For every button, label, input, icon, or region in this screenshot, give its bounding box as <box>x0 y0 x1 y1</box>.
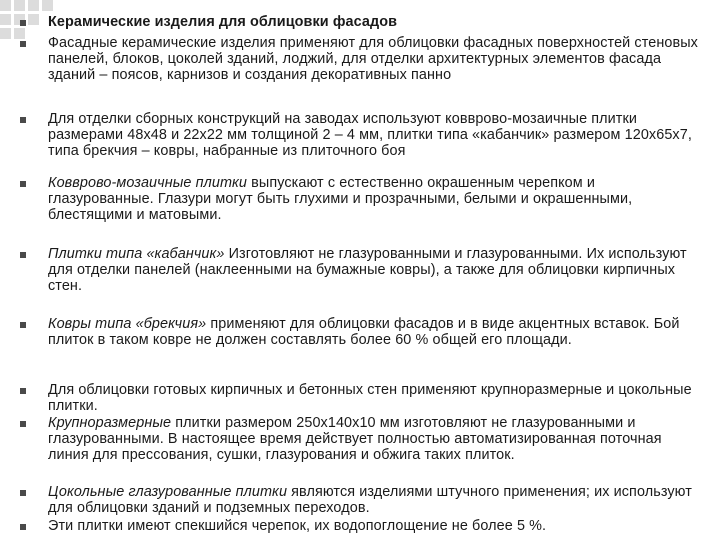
paragraph-breccia-carpets: Ковры типа «брекчия» применяют для облицовки фасадов и в виде акцентных вставок. Бой плиток в таком ковре не должен составлять более 60 % общей его площади. <box>48 316 680 349</box>
bullet-icon <box>20 41 26 47</box>
slide-title: Керамические изделия для облицовки фасадов <box>48 14 398 30</box>
term-mosaic-tiles: Ковврово-мозаичные плитки <box>48 175 248 191</box>
term-breccia: Ковры типа «брекчия» <box>48 316 207 332</box>
bullet-icon <box>20 117 26 123</box>
paragraph-brick-walls: Для облицовки готовых кирпичных и бетонных стен применяют крупноразмерные и цокольные плитки. <box>48 382 692 415</box>
paragraph-large-tiles: Крупноразмерные плитки размером 250х140х10 мм изготовляют не глазурованными и глазурованными. В настоящее время действует полностью автоматизированная поточная линия для прессования, сушки, глазурования и обжига таких плиток. <box>48 415 662 464</box>
bullet-icon <box>20 388 26 394</box>
paragraph-prefab-finishing: Для отделки сборных конструкций на заводах используют ковврово-мозаичные плитки размерами 48х48 и 22х22 мм толщиной 2 – 4 мм, плитки типа «кабанчик» размером 120х65х7, типа брекчия – ковры, набранные из плиточного боя <box>48 111 692 160</box>
bullet-icon <box>20 20 26 26</box>
bullet-icon <box>20 421 26 427</box>
paragraph-facade-ceramics: Фасадные керамические изделия применяют для облицовки фасадных поверхностей стеновых панелей, блоков, цоколей зданий, лоджий, для отделки архитектурных элементов фасада зданий – поясов, карнизов и создания декоративных панно <box>48 35 698 84</box>
bullet-icon <box>20 322 26 328</box>
term-plinth-tiles: Цокольные глазурованные плитки <box>48 484 288 500</box>
term-large-tiles: Крупноразмерные <box>48 415 172 431</box>
bullet-icon <box>20 524 26 530</box>
paragraph-plinth-tiles: Цокольные глазурованные плитки являются изделиями штучного применения; их используют для облицовки зданий и подземных переходов. <box>48 484 692 517</box>
paragraph-kabanchik-tiles: Плитки типа «кабанчик» Изготовляют не глазурованными и глазурованными. Их используют для отделки панелей (наклеенными на бумажные ковры), а также для облицовки кирпичных стен. <box>48 246 687 295</box>
bullet-icon <box>20 490 26 496</box>
bullet-icon <box>20 181 26 187</box>
bullet-icon <box>20 252 26 258</box>
paragraph-mosaic-tiles: Ковврово-мозаичные плитки выпускают с естественно окрашенным черепком и глазурованные. Глазури могут быть глухими и прозрачными, белыми и окрашенными, блестящими и матовыми. <box>48 175 633 224</box>
paragraph-water-absorption: Эти плитки имеют спекшийся черепок, их водопоглощение не более 5 %. <box>48 518 547 534</box>
term-kabanchik: Плитки типа «кабанчик» <box>48 246 225 262</box>
